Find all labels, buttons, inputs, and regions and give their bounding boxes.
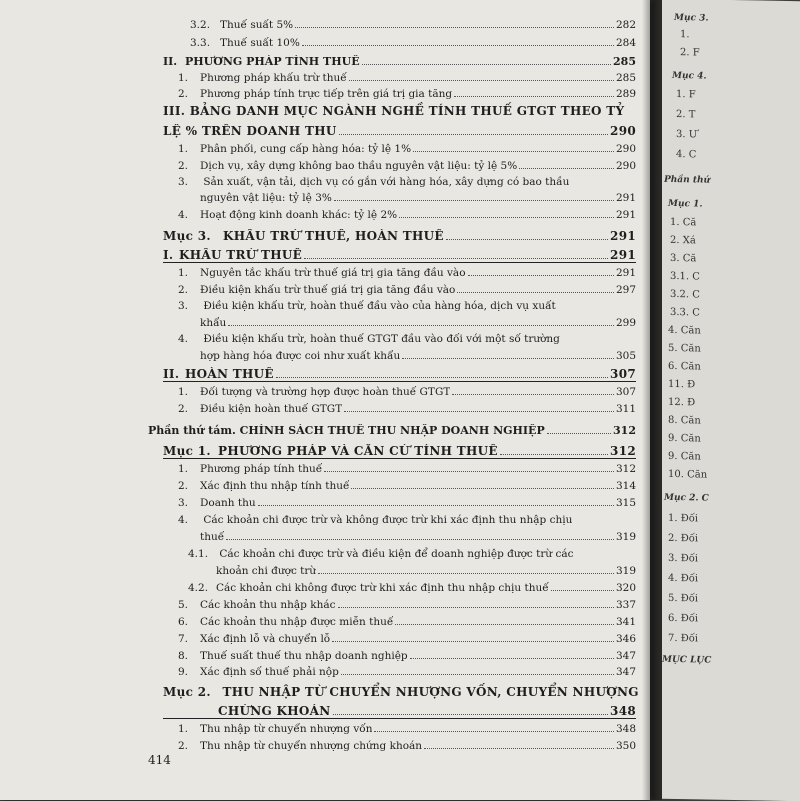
toc-number: 7. bbox=[178, 633, 189, 645]
toc-number: 3. bbox=[178, 300, 189, 312]
facing-page-line: 4. Căn bbox=[668, 324, 701, 337]
toc-chapter-heading-cont bbox=[218, 704, 636, 718]
toc-text: Xác định thu nhập tính thuế bbox=[200, 480, 350, 492]
toc-leader bbox=[446, 239, 608, 240]
facing-page-line: 11. Đ bbox=[668, 378, 696, 391]
toc-section-heading bbox=[163, 367, 636, 381]
toc-leader bbox=[454, 96, 614, 97]
toc-page-number: 320 bbox=[615, 582, 636, 594]
toc-entry bbox=[178, 143, 636, 155]
toc-page-number: 290 bbox=[615, 160, 636, 172]
toc-leader bbox=[547, 433, 611, 434]
facing-page-line: 3.1. C bbox=[670, 270, 700, 283]
toc-text: nguyên vật liệu: tỷ lệ 3% bbox=[200, 192, 332, 204]
toc-entry bbox=[178, 176, 569, 188]
toc-leader bbox=[332, 641, 614, 642]
toc-number: 4. bbox=[178, 333, 189, 345]
toc-text: BẢNG DANH MỤC NGÀNH NGHỀ TÍNH THUẾ GTGT THEO TỶ bbox=[189, 104, 625, 118]
toc-leader bbox=[324, 471, 614, 472]
toc-page-number: 297 bbox=[615, 284, 636, 296]
toc-text: Đối tượng và trường hợp được hoàn thuế GTGT bbox=[200, 386, 451, 398]
toc-entry bbox=[188, 582, 636, 594]
toc-page-number: 299 bbox=[615, 317, 636, 329]
facing-page-line: Mục 2. C bbox=[664, 492, 709, 504]
facing-page-line: 2. Đối bbox=[668, 532, 699, 545]
toc-number: 2. bbox=[178, 403, 189, 415]
toc-leader bbox=[413, 151, 614, 152]
toc-leader bbox=[424, 748, 614, 749]
toc-number: 2. bbox=[178, 160, 189, 172]
toc-number: 1. bbox=[178, 463, 189, 475]
toc-text: Hoạt động kinh doanh khác: tỷ lệ 2% bbox=[200, 209, 398, 221]
heading-underline bbox=[163, 458, 636, 459]
facing-page-line: 3.2. C bbox=[670, 288, 700, 301]
facing-page-line: 6. Căn bbox=[668, 360, 701, 373]
toc-page-number: 346 bbox=[615, 633, 636, 645]
facing-page-line: Mục 1. bbox=[668, 198, 703, 210]
toc-chapter-heading bbox=[163, 444, 636, 458]
toc-number: 2. bbox=[178, 480, 189, 492]
toc-text: Phương pháp khấu trừ thuế bbox=[200, 72, 347, 84]
toc-entry bbox=[188, 548, 574, 560]
toc-leader bbox=[339, 134, 608, 135]
facing-page-line: 3. Că bbox=[670, 252, 697, 265]
toc-number: Mục 1. bbox=[163, 444, 211, 458]
toc-number: 1. bbox=[178, 143, 189, 155]
toc-entry bbox=[178, 300, 556, 312]
toc-page-number: 307 bbox=[610, 367, 636, 381]
toc-page-number: 285 bbox=[613, 55, 636, 68]
facing-page-line: Phần thứ bbox=[664, 174, 711, 186]
toc-entry bbox=[178, 88, 636, 100]
toc-page-number: 290 bbox=[610, 124, 636, 138]
toc-number: 2. bbox=[178, 284, 189, 296]
toc-entry bbox=[178, 740, 636, 752]
toc-page-number: 315 bbox=[615, 497, 636, 509]
toc-number: Mục 2. bbox=[163, 685, 211, 699]
facing-page-line: 3. Ư bbox=[676, 129, 698, 141]
facing-page-line: 1. F bbox=[676, 89, 696, 101]
toc-leader bbox=[333, 714, 608, 715]
facing-page-line: 1. bbox=[680, 29, 690, 41]
toc-number: II. bbox=[163, 55, 178, 68]
toc-page-number: 307 bbox=[615, 386, 636, 398]
toc-page-number: 305 bbox=[615, 350, 636, 362]
toc-page-number: 337 bbox=[615, 599, 636, 611]
toc-entry-cont bbox=[200, 531, 636, 543]
toc-text: Điều kiện khấu trừ, hoàn thuế đầu vào của hàng hóa, dịch vụ xuất bbox=[203, 300, 556, 312]
toc-text: Xác định số thuế phải nộp bbox=[200, 666, 339, 678]
facing-page-line: Mục 3. bbox=[674, 13, 709, 24]
toc-entry bbox=[178, 209, 636, 221]
toc-number: III. bbox=[163, 104, 186, 118]
toc-leader bbox=[344, 411, 614, 412]
toc-text: THU NHẬP TỪ CHUYỂN NHƯỢNG VỐN, CHUYỂN NHƯỢNG bbox=[222, 685, 639, 699]
facing-page-line: 9. Căn bbox=[668, 450, 701, 463]
toc-leader bbox=[334, 200, 614, 201]
toc-text: khẩu bbox=[200, 317, 227, 329]
book-gutter bbox=[642, 0, 662, 800]
toc-text: Phương pháp tính trực tiếp trên giá trị gia tăng bbox=[200, 88, 453, 100]
toc-number: 6. bbox=[178, 616, 189, 628]
toc-leader bbox=[457, 292, 614, 293]
facing-page-line: 4. Đối bbox=[668, 572, 699, 585]
toc-text: Phân phối, cung cấp hàng hóa: tỷ lệ 1% bbox=[200, 143, 412, 155]
toc-section-heading-cont bbox=[163, 124, 636, 138]
toc-leader bbox=[304, 258, 608, 259]
heading-underline bbox=[163, 718, 636, 719]
toc-page-number: 348 bbox=[610, 704, 636, 718]
facing-page-line: 2. F bbox=[680, 47, 700, 59]
toc-page-number: 312 bbox=[610, 444, 636, 458]
toc-text: Điều kiện khấu trừ, hoàn thuế GTGT đầu vào đối với một số trường bbox=[203, 333, 560, 345]
facing-page-line: 1. Că bbox=[670, 216, 697, 229]
toc-leader bbox=[258, 505, 614, 506]
toc-number: II. bbox=[163, 367, 180, 381]
facing-page-line: 12. Đ bbox=[668, 396, 696, 409]
toc-entry bbox=[178, 666, 636, 678]
toc-entry bbox=[178, 267, 636, 279]
toc-number: 8. bbox=[178, 650, 189, 662]
toc-entry bbox=[178, 633, 636, 645]
toc-entry bbox=[178, 72, 636, 84]
toc-page-number: 319 bbox=[615, 565, 636, 577]
toc-section-heading bbox=[163, 55, 636, 68]
toc-leader bbox=[295, 27, 614, 28]
toc-page-number: 284 bbox=[615, 37, 636, 49]
toc-number: 4.1. bbox=[188, 548, 209, 560]
toc-text: Dịch vụ, xây dựng không bao thầu nguyên vật liệu: tỷ lệ 5% bbox=[200, 160, 518, 172]
toc-text: KHẤU TRỪ THUẾ, HOÀN THUẾ bbox=[223, 229, 444, 243]
toc-leader bbox=[410, 658, 614, 659]
toc-text: Các khoản chi được trừ và không được trừ khi xác định thu nhập chịu bbox=[203, 514, 573, 526]
toc-entry-cont bbox=[216, 565, 636, 577]
toc-text: Các khoản chi không được trừ khi xác định thu nhập chịu thuế bbox=[216, 582, 549, 594]
toc-number: 3. bbox=[178, 497, 189, 509]
toc-text: Thu nhập từ chuyển nhượng chứng khoán bbox=[200, 740, 423, 752]
toc-text: Các khoản thu nhập được miễn thuế bbox=[200, 616, 394, 628]
facing-page-line: 3.3. C bbox=[670, 306, 700, 319]
toc-entry-cont bbox=[200, 317, 636, 329]
toc-page-number: 347 bbox=[615, 666, 636, 678]
toc-page-number: 282 bbox=[615, 19, 636, 31]
toc-entry bbox=[178, 599, 636, 611]
toc-chapter-heading bbox=[163, 229, 636, 243]
facing-page-line: 5. Căn bbox=[668, 342, 701, 355]
toc-text: Điều kiện khấu trừ thuế giá trị gia tăng đầu vào bbox=[200, 284, 456, 296]
toc-page-number: 291 bbox=[615, 209, 636, 221]
toc-entry bbox=[178, 160, 636, 172]
toc-entry bbox=[178, 403, 636, 415]
toc-entry bbox=[178, 284, 636, 296]
toc-number: Mục 3. bbox=[163, 229, 211, 243]
page-number: 414 bbox=[148, 753, 171, 767]
toc-number: 3.2. bbox=[190, 19, 211, 31]
toc-leader bbox=[302, 45, 614, 46]
heading-underline bbox=[163, 262, 636, 263]
toc-section-heading bbox=[163, 104, 624, 118]
toc-text: Các khoản thu nhập khác bbox=[200, 599, 336, 611]
toc-page-number: 350 bbox=[615, 740, 636, 752]
toc-leader bbox=[399, 217, 614, 218]
toc-text: Thuế suất 10% bbox=[220, 37, 300, 49]
toc-page-number: 289 bbox=[615, 88, 636, 100]
facing-page-line: 6. Đối bbox=[668, 612, 699, 625]
toc-leader bbox=[226, 539, 614, 540]
toc-text: HOÀN THUẾ bbox=[185, 367, 274, 381]
toc-entry bbox=[178, 333, 560, 345]
toc-number: 3.3. bbox=[190, 37, 211, 49]
toc-entry bbox=[178, 480, 636, 492]
toc-entry bbox=[178, 386, 636, 398]
toc-number: 5. bbox=[178, 599, 189, 611]
toc-entry bbox=[178, 723, 636, 735]
toc-page-number: 341 bbox=[615, 616, 636, 628]
toc-number: 1. bbox=[178, 267, 189, 279]
toc-number: 9. bbox=[178, 666, 189, 678]
toc-part-heading bbox=[148, 424, 636, 437]
toc-leader bbox=[341, 674, 614, 675]
toc-page-number: 312 bbox=[615, 463, 636, 475]
facing-page-line: 1. Đối bbox=[668, 512, 699, 525]
toc-leader bbox=[395, 624, 614, 625]
toc-text: hợp hàng hóa được coi như xuất khẩu bbox=[200, 350, 401, 362]
toc-number: 2. bbox=[178, 740, 189, 752]
toc-page-number: 291 bbox=[610, 229, 636, 243]
toc-number: 1. bbox=[178, 386, 189, 398]
toc-number: 1. bbox=[178, 72, 189, 84]
toc-text: Thuế suất thuế thu nhập doanh nghiệp bbox=[200, 650, 408, 662]
toc-section-heading bbox=[163, 248, 636, 262]
toc-leader bbox=[338, 607, 614, 608]
toc-leader bbox=[276, 377, 608, 378]
toc-page-number: 291 bbox=[610, 248, 636, 262]
toc-text: CHỨNG KHOÁN bbox=[218, 704, 331, 718]
toc-text: PHƯƠNG PHÁP VÀ CĂN CỨ TÍNH THUẾ bbox=[218, 444, 498, 458]
toc-text: Phần thứ tám. CHÍNH SÁCH THUẾ THU NHẬP DOANH NGHIỆP bbox=[148, 424, 545, 437]
facing-page-line: 2. T bbox=[676, 109, 696, 121]
toc-text: Thu nhập từ chuyển nhượng vốn bbox=[200, 723, 373, 735]
toc-leader bbox=[228, 325, 614, 326]
toc-entry bbox=[178, 497, 636, 509]
toc-entry-cont bbox=[200, 350, 636, 362]
toc-leader bbox=[402, 358, 614, 359]
toc-entry bbox=[190, 19, 636, 31]
toc-text: Nguyên tắc khấu trừ thuế giá trị gia tăng đầu vào bbox=[200, 267, 466, 279]
facing-page-line: 8. Căn bbox=[668, 414, 701, 427]
toc-leader bbox=[468, 275, 614, 276]
facing-page-line: 3. Đối bbox=[668, 552, 699, 565]
toc-page-number: 319 bbox=[615, 531, 636, 543]
toc-page-number: 312 bbox=[613, 424, 636, 437]
facing-page-line: Mục 4. bbox=[672, 70, 707, 82]
toc-text: thuế bbox=[200, 531, 225, 543]
toc-text: Các khoản chi được trừ và điều kiện để doanh nghiệp được trừ các bbox=[219, 548, 574, 560]
toc-leader bbox=[362, 64, 611, 65]
toc-leader bbox=[349, 80, 614, 81]
toc-page-number: 290 bbox=[615, 143, 636, 155]
facing-page-line: MỤC LỤC bbox=[662, 654, 712, 666]
toc-number: 4.2. bbox=[188, 582, 209, 594]
toc-number: 3. bbox=[178, 176, 189, 188]
toc-number: 2. bbox=[178, 88, 189, 100]
toc-number: 1. bbox=[178, 723, 189, 735]
toc-text: PHƯƠNG PHÁP TÍNH THUẾ bbox=[185, 55, 360, 68]
toc-page-number: 291 bbox=[615, 267, 636, 279]
toc-entry bbox=[190, 37, 636, 49]
toc-entry-cont bbox=[200, 192, 636, 204]
toc-text: Điều kiện hoàn thuế GTGT bbox=[200, 403, 343, 415]
toc-entry bbox=[178, 616, 636, 628]
toc-page-number: 348 bbox=[615, 723, 636, 735]
toc-text: Thuế suất 5% bbox=[220, 19, 294, 31]
facing-page-line: 5. Đối bbox=[668, 592, 699, 605]
toc-page-number: 311 bbox=[615, 403, 636, 415]
heading-underline bbox=[163, 381, 636, 382]
toc-page-number: 291 bbox=[615, 192, 636, 204]
toc-leader bbox=[551, 590, 614, 591]
toc-leader bbox=[519, 168, 614, 169]
toc-text: Xác định lỗ và chuyển lỗ bbox=[200, 633, 331, 645]
toc-leader bbox=[452, 394, 614, 395]
toc-page-number: 285 bbox=[615, 72, 636, 84]
toc-leader bbox=[351, 488, 613, 489]
toc-page-number: 314 bbox=[615, 480, 636, 492]
facing-page-line: 10. Căn bbox=[668, 468, 708, 481]
toc-number: 4. bbox=[178, 209, 189, 221]
toc-number: 4. bbox=[178, 514, 189, 526]
toc-text: khoản chi được trừ bbox=[216, 565, 317, 577]
facing-page bbox=[662, 0, 800, 801]
facing-page-line: 2. Xá bbox=[670, 234, 696, 247]
toc-text: LỆ % TRÊN DOANH THU bbox=[163, 124, 337, 138]
toc-entry bbox=[178, 650, 636, 662]
toc-page-number: 347 bbox=[615, 650, 636, 662]
toc-leader bbox=[374, 731, 613, 732]
toc-entry bbox=[178, 463, 636, 475]
toc-leader bbox=[500, 454, 608, 455]
toc-text: Phương pháp tính thuế bbox=[200, 463, 323, 475]
toc-number: I. bbox=[163, 248, 174, 262]
toc-text: Sản xuất, vận tải, dịch vụ có gắn với hàng hóa, xây dựng có bao thầu bbox=[203, 176, 570, 188]
facing-page-line: 4. C bbox=[676, 149, 697, 161]
toc-leader bbox=[318, 573, 614, 574]
toc-text: KHẤU TRỪ THUẾ bbox=[179, 248, 303, 262]
toc-chapter-heading bbox=[163, 685, 639, 699]
toc-entry bbox=[178, 514, 572, 526]
facing-page-line: 9. Căn bbox=[668, 432, 701, 445]
facing-page-line: 7. Đối bbox=[668, 632, 699, 645]
toc-text: Doanh thu bbox=[200, 497, 256, 509]
